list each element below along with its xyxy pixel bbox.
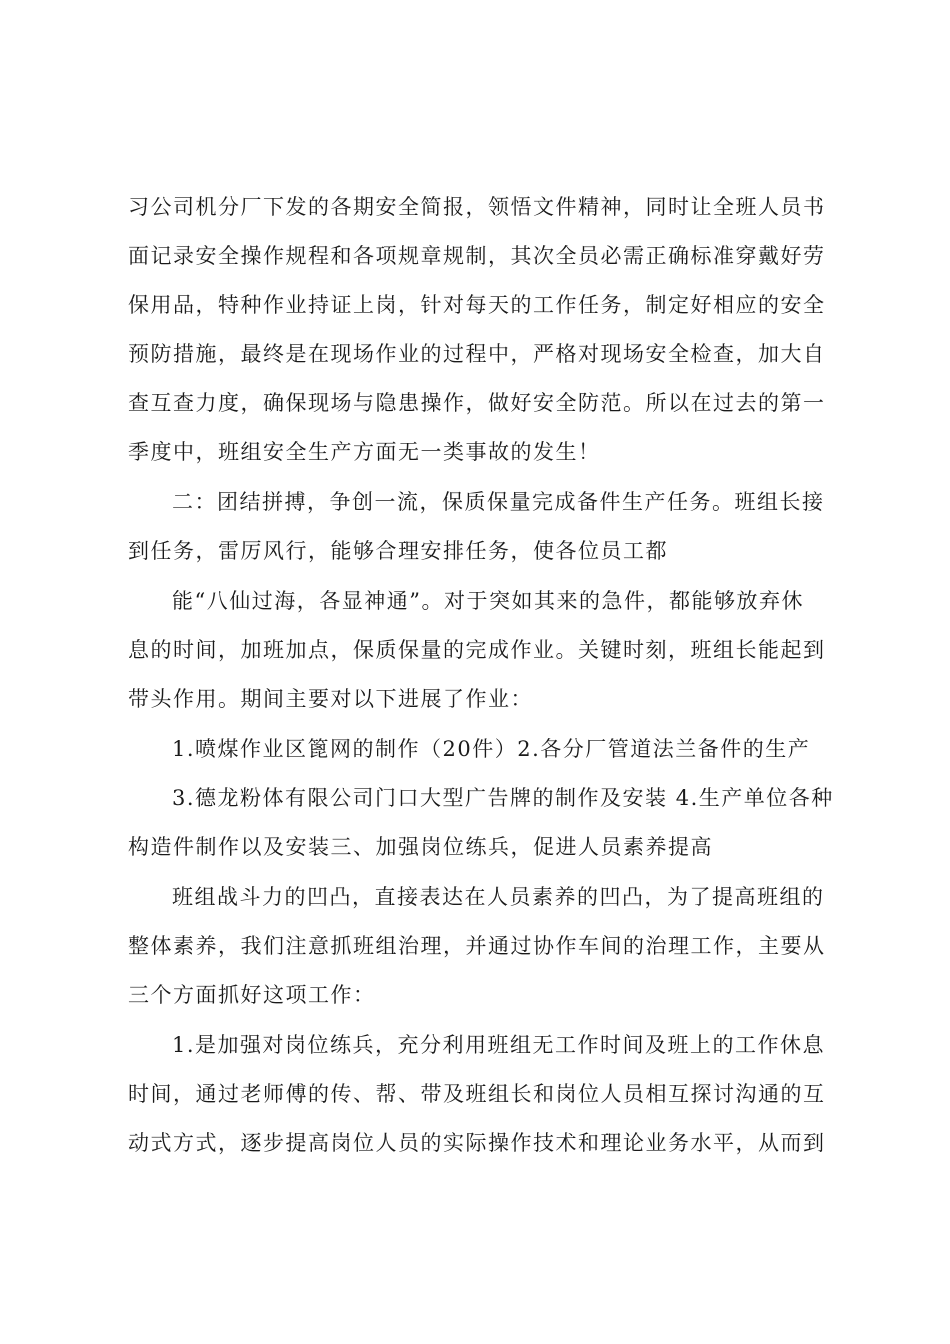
- paragraph-line: 到任务，雷厉风行，能够合理安排任务，使各位员工都: [128, 539, 668, 563]
- paragraph-line: 1.喷煤作业区篦网的制作（20件）2.各分厂管道法兰备件的生产: [172, 737, 811, 761]
- paragraph-line: 动式方式，逐步提高岗位人员的实际操作技术和理论业务水平，从而到: [128, 1131, 826, 1155]
- paragraph-line: 息的时间，加班加点，保质保量的完成作业。关键时刻，班组长能起到: [128, 638, 826, 662]
- paragraph-line: 能“八仙过海，各显神通”。对于突如其来的急件，都能够放弃休: [172, 589, 804, 613]
- paragraph-line: 1.是加强对岗位练兵，充分利用班组无工作时间及班上的工作休息: [172, 1033, 826, 1057]
- paragraph-line: 面记录安全操作规程和各项规章规制，其次全员必需正确标准穿戴好劳: [128, 244, 826, 268]
- paragraph-line: 保用品，特种作业持证上岗，针对每天的工作任务，制定好相应的安全: [128, 293, 826, 317]
- paragraph-line: 预防措施，最终是在现场作业的过程中，严格对现场安全检查，加大自: [128, 342, 826, 366]
- paragraph-line: 带头作用。期间主要对以下进展了作业：: [128, 687, 533, 711]
- paragraph-line: 查互查力度，确保现场与隐患操作，做好安全防范。所以在过去的第一: [128, 391, 826, 415]
- paragraph-line: 整体素养，我们注意抓班组治理，并通过协作车间的治理工作，主要从: [128, 934, 826, 958]
- paragraph-line: 时间，通过老师傅的传、帮、带及班组长和岗位人员相互探讨沟通的互: [128, 1082, 826, 1106]
- paragraph-line: 二：团结拼搏，争创一流，保质保量完成备件生产任务。班组长接: [172, 490, 825, 514]
- paragraph-line: 3.德龙粉体有限公司门口大型广告牌的制作及安装 4.生产单位各种: [172, 786, 834, 810]
- paragraph-line: 三个方面抓好这项工作：: [128, 983, 376, 1007]
- paragraph-line: 构造件制作以及安装三、加强岗位练兵，促进人员素养提高: [128, 835, 713, 859]
- paragraph-line: 班组战斗力的凹凸，直接表达在人员素养的凹凸，为了提高班组的: [172, 885, 825, 909]
- paragraph-line: 习公司机分厂下发的各期安全简报，领悟文件精神，同时让全班人员书: [128, 195, 826, 219]
- paragraph-line: 季度中，班组安全生产方面无一类事故的发生！: [128, 440, 601, 464]
